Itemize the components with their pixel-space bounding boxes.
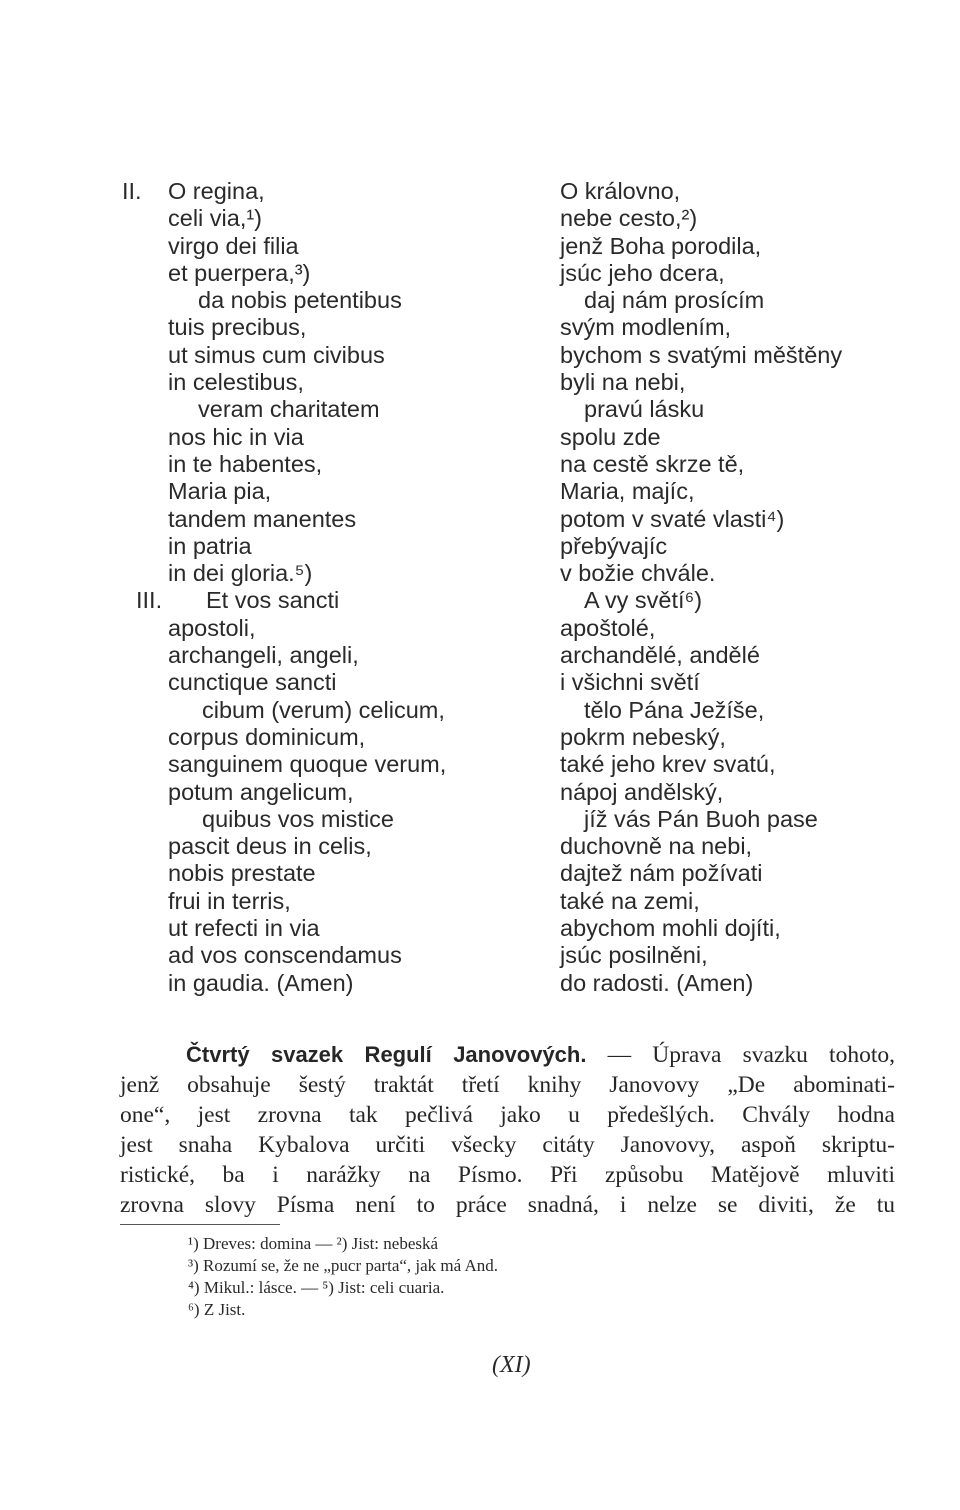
czech-line: na cestě skrze tě, (560, 450, 745, 477)
review-line: zrovna slovy Písma není to práce snadná, i nelze se diviti, že tu (120, 1192, 895, 1218)
stanza-number: II. (122, 178, 142, 204)
stanza-ii-line: ut simus cum civibus (168, 341, 385, 368)
czech-line: jíž vás Pán Buoh pase (584, 805, 818, 832)
stanza-ii-line: in celestibus, (168, 369, 304, 396)
czech-line: nebe cesto,²) (560, 205, 698, 232)
stanza-ii-line: da nobis petentibus (198, 287, 402, 314)
czech-line: tělo Pána Ježíše, (584, 696, 765, 723)
review-heading: Čtvrtý svazek Regulí Janovových. (186, 1042, 587, 1067)
stanza-iii-line: corpus dominicum, (168, 723, 366, 750)
stanza-iii-line: sanguinem quoque verum, (168, 751, 447, 778)
review-paragraph (120, 1040, 895, 1220)
stanza-ii-line: tandem manentes (168, 505, 357, 532)
stanza-iii-line: apostoli, (168, 614, 256, 641)
czech-line: jsúc jeho dcera, (560, 259, 725, 286)
stanza-iii-line: pascit deus in celis, (168, 833, 372, 860)
czech-line: archandělé, andělé (560, 642, 760, 669)
stanza-iii-line: cibum (verum) celicum, (202, 696, 445, 723)
page-number: (XI) (492, 1352, 531, 1378)
latin-column (122, 178, 502, 997)
czech-line: také na zemi, (560, 887, 700, 914)
stanza-ii-line: in patria (168, 532, 252, 559)
czech-line: nápoj andělský, (560, 778, 724, 805)
stanza-ii-line: celi via,¹) (168, 205, 263, 232)
footnote: ¹) Dreves: domina — ²) Jist: nebeská (188, 1234, 439, 1253)
czech-line: bychom s svatými měštěny (560, 341, 843, 368)
czech-line: daj nám prosícím (584, 287, 765, 314)
footnote-rule (120, 1224, 280, 1225)
stanza-ii-line: virgo dei filia (168, 232, 299, 259)
review-line: jenž obsahuje šestý traktát třetí knihy Janovovy „De abominati- (120, 1072, 895, 1098)
czech-line: apoštolé, (560, 614, 656, 641)
stanza-iii-line: ut refecti in via (168, 915, 320, 942)
stanza-iii-line: archangeli, angeli, (168, 642, 359, 669)
stanza-ii-line: in dei gloria.⁵) (168, 560, 313, 587)
czech-line: přebývajíc (560, 532, 668, 559)
czech-line: pokrm nebeský, (560, 723, 726, 750)
stanza-number: III. (136, 587, 163, 614)
czech-line: O královno, (560, 178, 681, 204)
czech-line: do radosti. (Amen) (560, 969, 754, 996)
review-line: jest snaha Kybalova určiti všecky citáty Janovovy, aspoň skriptu- (120, 1132, 895, 1158)
footnote: ⁶) Z Jist. (188, 1300, 246, 1319)
czech-line: potom v svaté vlasti⁴) (560, 505, 785, 532)
czech-line: v božie chvále. (560, 560, 716, 587)
czech-line: A vy světí⁶) (584, 587, 703, 614)
stanza-iii-line: ad vos conscendamus (168, 942, 402, 969)
stanza-iii-line: frui in terris, (168, 887, 291, 914)
stanza-ii-line: et puerpera,³) (168, 259, 311, 286)
footnotes (188, 1233, 498, 1321)
stanza-ii-line: tuis precibus, (168, 314, 307, 341)
czech-line: pravú lásku (584, 396, 705, 423)
review-line: one“, jest zrovna tak pečlivá jako u předešlých. Chvály hodna (120, 1102, 895, 1128)
czech-line: jsúc posilněni, (560, 942, 708, 969)
czech-line: i všichni světí (560, 669, 700, 696)
footnote: ⁴) Mikul.: lásce. — ⁵) Jist: celi cuaria. (188, 1278, 445, 1297)
czech-column (560, 178, 900, 997)
footnote: ³) Rozumí se, že ne „pucr parta“, jak má And. (188, 1256, 499, 1275)
stanza-ii-line: nos hic in via (168, 423, 304, 450)
czech-line: také jeho krev svatú, (560, 751, 776, 778)
stanza-iii-line: in gaudia. (Amen) (168, 969, 354, 996)
stanza-iii-line: nobis prestate (168, 860, 316, 887)
czech-line: svým modlením, (560, 314, 732, 341)
czech-line: jenž Boha porodila, (560, 232, 762, 259)
czech-line: Maria, majíc, (560, 478, 695, 505)
stanza-iii-line: III. Et vos sancti (122, 587, 502, 614)
stanza-ii-line: in te habentes, (168, 450, 323, 477)
stanza-iii-line: quibus vos mistice (202, 805, 394, 832)
stanza-iii-line: cunctique sancti (168, 669, 337, 696)
review-line: ristické, ba i narážky na Písmo. Při způsobu Matějově mluviti (120, 1162, 895, 1188)
czech-line: dajtež nám požívati (560, 860, 763, 887)
czech-line: duchovně na nebi, (560, 833, 753, 860)
czech-line: spolu zde (560, 423, 661, 450)
stanza-ii-line: II. O regina, (122, 178, 265, 204)
stanza-iii-line: potum angelicum, (168, 778, 354, 805)
review-line: Čtvrtý svazek Regulí Janovových. — Úprava svazku tohoto, (186, 1042, 895, 1068)
czech-line: abychom mohli dojíti, (560, 915, 781, 942)
czech-line: byli na nebi, (560, 369, 686, 396)
stanza-ii-line: veram charitatem (198, 396, 380, 423)
stanza-ii-line: Maria pia, (168, 478, 272, 505)
